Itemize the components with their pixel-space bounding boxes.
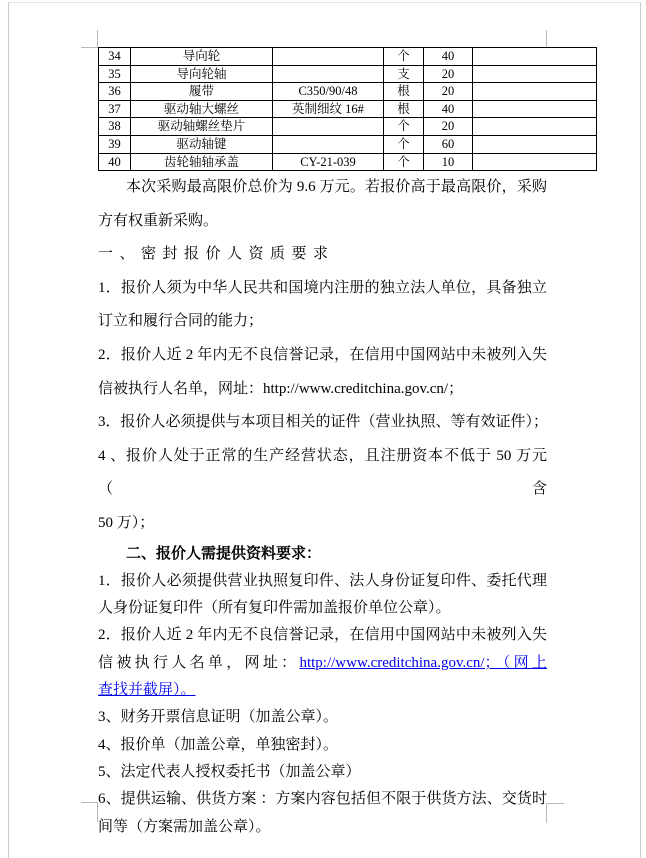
cell-name: 导向轮轴 <box>131 65 273 83</box>
cell-no: 37 <box>99 100 131 118</box>
item-2-2-line-3 <box>98 677 547 704</box>
para-max-price <box>98 171 547 238</box>
text-segment: 间等（方案需加盖公章）。 <box>98 818 271 835</box>
cell-name: 驱动轴螺丝垫片 <box>131 118 273 136</box>
text-segment: 人身份证复印件（所有复印件需加盖报价单位公章）。 <box>98 600 451 617</box>
creditchina-link[interactable]: http://www.creditchina.gov.cn/；（网上 <box>299 654 547 671</box>
cell-no: 35 <box>99 65 131 83</box>
cell-name: 齿轮轴轴承盖 <box>131 153 273 171</box>
text-segment: 3、财务开票信息证明（加盖公章）。 <box>98 709 339 726</box>
text-segment: 4 、报价人处于正常的生产经营状态，且注册资本不低于 50 万元（含 <box>98 447 547 498</box>
item-1-2 <box>98 339 547 406</box>
page-edge-left <box>8 2 9 858</box>
table-row <box>99 118 597 136</box>
table-row <box>99 153 597 171</box>
item-1-3-line-1 <box>98 406 547 440</box>
text-segment: 4、报价单（加盖公章，单独密封）。 <box>98 736 339 753</box>
text-segment: 2．报价人近 2 年内无不良信誉记录，在信用中国网站中未被列入失 <box>98 346 547 363</box>
crop-mark-top-left <box>81 47 98 48</box>
heading-section-2 <box>98 541 547 568</box>
text-segment: 1．报价人须为中华人民共和国境内注册的独立法人单位，具备独立 <box>98 279 547 296</box>
item-1-2-line-2 <box>98 373 547 407</box>
cell-qty: 20 <box>424 65 473 83</box>
cell-spec <box>273 118 384 136</box>
item-2-4 <box>98 732 547 759</box>
cell-unit: 根 <box>384 83 424 101</box>
item-2-2-line-1 <box>98 622 547 649</box>
text-segment: 6、提供运输、供货方案 ：方案内容包括但不限于供货方法、交货时 <box>98 791 547 808</box>
cell-qty: 20 <box>424 83 473 101</box>
cell-spec: CY-21-039 <box>273 153 384 171</box>
text-segment: 方有权重新采购。 <box>98 212 219 229</box>
table-row <box>99 100 597 118</box>
item-1-3 <box>98 406 547 440</box>
crop-mark-top-left <box>97 30 98 48</box>
item-1-1-line-2 <box>98 305 547 339</box>
item-2-1-line-1 <box>98 568 547 595</box>
heading-section-1-line-1 <box>98 238 547 272</box>
cell-no: 36 <box>99 83 131 101</box>
cell-spec <box>273 135 384 153</box>
text-segment: 一、密封报价人资质要求 <box>98 246 335 263</box>
cell-unit: 根 <box>384 100 424 118</box>
cell-qty: 20 <box>424 118 473 136</box>
item-1-4-line-2 <box>98 507 547 541</box>
table-row <box>99 135 597 153</box>
item-2-6-line-2 <box>98 814 547 841</box>
cell-no: 38 <box>99 118 131 136</box>
cell-unit: 个 <box>384 135 424 153</box>
text-segment: 信被执行人名单，网址： <box>98 654 300 671</box>
cell-remark <box>473 65 597 83</box>
text-segment: 二、报价人需提供资料要求： <box>126 545 322 562</box>
cell-no: 39 <box>99 135 131 153</box>
text-segment: 50 万）； <box>98 514 155 531</box>
item-1-2-line-1 <box>98 339 547 373</box>
cell-no: 40 <box>99 153 131 171</box>
parts-table-body <box>99 48 597 171</box>
item-2-2 <box>98 622 547 704</box>
table-row <box>99 65 597 83</box>
cell-remark <box>473 153 597 171</box>
cell-spec <box>273 48 384 66</box>
cell-remark <box>473 118 597 136</box>
table-row <box>99 48 597 66</box>
item-2-1-line-2 <box>98 595 547 622</box>
cell-unit: 个 <box>384 118 424 136</box>
cell-unit: 个 <box>384 48 424 66</box>
cell-remark <box>473 135 597 153</box>
cell-unit: 支 <box>384 65 424 83</box>
item-2-2-line-2 <box>98 650 547 677</box>
item-1-4 <box>98 440 547 541</box>
cell-qty: 60 <box>424 135 473 153</box>
item-2-3-line-1 <box>98 704 547 731</box>
page-edge-top <box>8 2 641 3</box>
table-row <box>99 83 597 101</box>
item-1-4-line-1 <box>98 440 547 507</box>
text-segment: 3．报价人必须提供与本项目相关的证件（营业执照、等有效证件）； <box>98 414 549 431</box>
cell-name: 驱动轴键 <box>131 135 273 153</box>
text-segment: 1．报价人必须提供营业执照复印件、法人身份证复印件、委托代理 <box>98 572 547 589</box>
text-segment: 本次采购最高限价总价为 9.6 万元。若报价高于最高限价，采购 <box>126 179 547 195</box>
item-2-3 <box>98 704 547 731</box>
parts-table <box>98 47 597 171</box>
crop-mark-bottom-left <box>81 802 98 803</box>
para-max-price-line-1 <box>98 171 547 205</box>
creditchina-link[interactable]: 查找并截屏）。 <box>98 682 196 699</box>
item-2-5 <box>98 759 547 786</box>
text-segment: 2．报价人近 2 年内无不良信誉记录，在信用中国网站中未被列入失 <box>98 627 547 644</box>
item-2-5-line-1 <box>98 759 547 786</box>
crop-mark-top-right <box>546 30 547 48</box>
item-2-6-line-1 <box>98 786 547 813</box>
text-segment: 信被执行人名单，网址：http://www.creditchina.gov.cn/； <box>98 380 464 397</box>
item-2-4-line-1 <box>98 732 547 759</box>
crop-mark-bottom-right <box>547 803 564 804</box>
cell-qty: 40 <box>424 100 473 118</box>
document-text <box>98 171 547 841</box>
cell-spec: C350/90/48 <box>273 83 384 101</box>
cell-qty: 10 <box>424 153 473 171</box>
cell-no: 34 <box>99 48 131 66</box>
cell-name: 驱动轴大螺丝 <box>131 100 273 118</box>
item-2-6 <box>98 786 547 841</box>
item-1-1-line-1 <box>98 272 547 306</box>
text-segment: 订立和履行合同的能力； <box>98 313 264 330</box>
item-1-1 <box>98 272 547 339</box>
cell-name: 导向轮 <box>131 48 273 66</box>
cell-remark <box>473 100 597 118</box>
text-segment: 5、法定代表人授权委托书（加盖公章） <box>98 763 361 780</box>
heading-section-2-line-1 <box>98 541 547 568</box>
item-2-1 <box>98 568 547 623</box>
para-max-price-line-2 <box>98 205 547 239</box>
cell-name: 履带 <box>131 83 273 101</box>
cell-remark <box>473 48 597 66</box>
cell-unit: 个 <box>384 153 424 171</box>
heading-section-1 <box>98 238 547 272</box>
cell-spec: 英制细纹 16# <box>273 100 384 118</box>
cell-remark <box>473 83 597 101</box>
cell-qty: 40 <box>424 48 473 66</box>
cell-spec <box>273 65 384 83</box>
page-edge-right <box>640 2 641 858</box>
